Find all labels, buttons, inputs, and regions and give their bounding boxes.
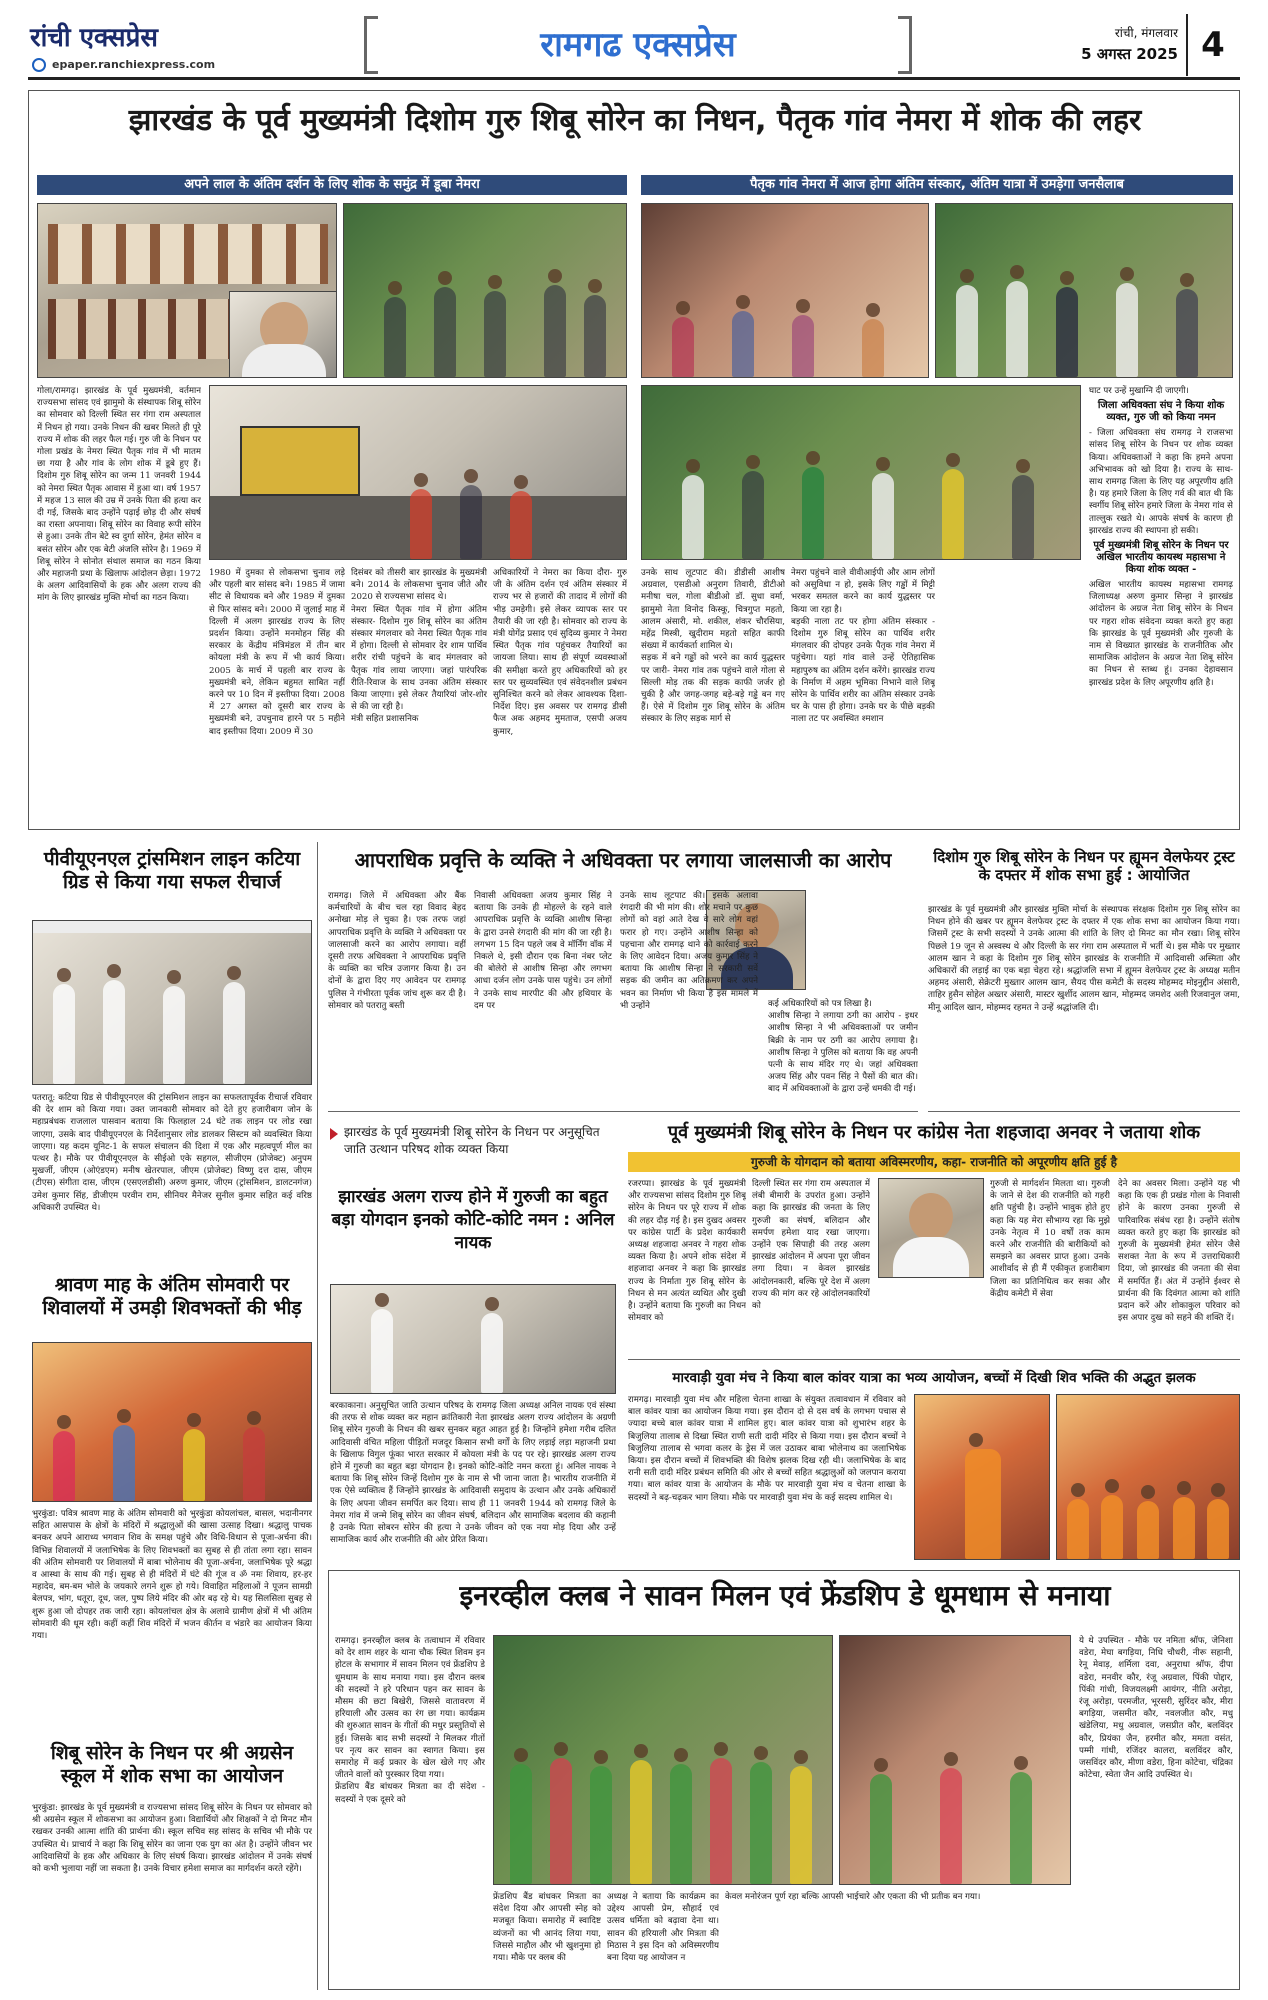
- photo-kanwar-child: [914, 1394, 1050, 1560]
- congress-col-3: गुरुजी से मार्गदर्शन मिलता था। गुरुजी के जाने से देश की राजनीति को गहरी क्षति पहुंची है। उन्होंने भावुक होते हुए कहा कि यह मेरा सौभाग्य रहा कि मुझे उनके नेतृत्व में 10 वर्षों तक काम करने और राजनीति की बारीकियों को समझने का अवसर प्राप्त हुआ। उनके आशीर्वाद से ही मैं एकीकृत हजारीबाग जिला का प्रतिनिधित्व कर सका और केंद्रीय कमेटी में सेवा: [990, 1179, 1110, 1299]
- agrasen-headline: शिबू सोरेन के निधन पर श्री अग्रसेन स्कूल में शोक सभा का आयोजन: [50, 1742, 294, 1787]
- globe-icon: [32, 58, 46, 72]
- anil-story: [328, 1120, 618, 1560]
- photo-shiv-devotees: [32, 1342, 312, 1502]
- place-day: रांची, मंगलवार: [1114, 26, 1178, 40]
- photo-kanwar-procession: [1056, 1394, 1240, 1560]
- lead-story: [28, 90, 1240, 830]
- advocate-col-3: उनके साथ लूटपाट की। इसके अलावा रंगदारी की भी मांग की। शोर मचाने पर कुछ लोगों को वहां आते देख वे सारे लोग वहां फरार हो गए। उन्होंने आशीष सिन्हा को पहचाना और रामगढ़ थाने को कार्रवाई करने के लिए आवेदन दिया। अजय कुमार सिंह ने बताया कि आशीष सिन्हा ने सरकारी सर्वे सड़क की जमीन का अतिक्रमण कर अपने भवन का निर्माण भी किया है इस मामले में भी उन्होंने: [620, 891, 758, 1011]
- shravan-headline: श्रावण माह के अंतिम सोमवारी पर शिवालयों में उमड़ी शिवभक्तों की भीड़: [42, 1274, 302, 1319]
- lead-col7-subhead-1: जिला अधिवक्ता संघ ने किया शोक व्यक्त, गुरु जी को किया नमन: [1097, 400, 1225, 424]
- photo-nemra-walkthrough: [641, 385, 1081, 560]
- edition-title: रामगढ एक्सप्रेस: [540, 25, 736, 65]
- lead-col7-text-b: - जिला अधिवक्ता संघ रामगढ़ ने राजसभा सांसद शिबू सोरेन के निधन पर शोक व्यक्त किया। अधिवक्ताओं ने कहा कि हमने अपना अभिभावक को खो दिया है। राज्य के साथ-साथ रामगढ़ जिला के लिए यह अपूरणीय क्षति है। यह हमारे जिला के लिए गर्व की बात थी कि स्वर्गीय शिबू सोरेन हमारे जिला के नेमरा गांव से ताल्लुक रखते थे। आपके संघर्ष के कारण ही झारखंड राज्य की स्थापना हो सकी।: [1089, 428, 1233, 536]
- lead-column-4: अधिकारियों ने नेमरा का किया दौरा- गुरु जी के अंतिम दर्शन एवं अंतिम संस्कार में राज्य भर से हजारों की तादाद में लोगों की भीड़ उमड़ेगी। इसे लेकर व्यापक स्तर पर तैयारी की जा रही है। सोमवार को राज्य के मंत्री योगेंद्र प्रसाद एवं सुदिव्य कुमार ने नेमरा स्थित पैतृक गांव पहुंचकर तैयारियों का जायजा लिया। साथ ही संपूर्ण व्यवस्थाओं की समीक्षा करते हुए अधिकारियों को हर स्तर पर सुव्यवस्थित एवं संवेदनशील प्रबंधन सुनिश्चित करने को लेकर आवश्यक दिशा-निर्देश दिए। इस अवसर पर रामगढ़ डीसी फैज अक अहमद मुमताज, एसपी अजय कुमार,: [493, 568, 627, 737]
- lead-column-3: दिसंबर को तीसरी बार झारखंड के मुख्यमंत्री बने। 2014 के लोकसभा चुनाव जीते और 2020 से राज्यसभा सांसद थे। नेमरा स्थित पैतृक गांव में होगा अंतिम संस्कार- दिशोम गुरु शिबू सोरेन का अंतिम संस्कार मंगलवार को नेमरा स्थित पैतृक गांव में होगा। दिल्ली से सोमवार देर शाम पार्थिव शरीर रांची पहुंचने के बाद मंगलवार को पैतृक गांव लाया जाएगा। जहां पारंपरिक रीति-रिवाज के साथ उनका अंतिम संस्कार किया जाएगा। इसे लेकर तैयारियां जोर-शोर से की जा रही है। मंत्री सहित प्रशासनिक: [351, 568, 487, 725]
- humane-headline: दिशोम गुरु शिबू सोरेन के निधन पर ह्यूमन वेलफेयर ट्रस्ट के दफ्तर में शोक सभा हुई : आयोजित: [933, 848, 1235, 884]
- congress-story: [628, 1120, 1240, 1360]
- lead-headline: झारखंड के पूर्व मुख्यमंत्री दिशोम गुरु शिबू सोरेन का निधन, पैतृक गांव नेमरा में शोक की लहर: [128, 103, 1142, 138]
- kanwar-story: [628, 1368, 1240, 1560]
- congress-col-4: देने का अवसर मिला। उन्होंने यह भी कहा कि एक ही प्रखंड गोला के निवासी होने के कारण उनका गुरुजी से पारिवारिक संबंध रहा है। उन्होंने संतोष व्यक्त करते हुए कहा कि झारखंड को गुरुजी के मुख्यमंत्री हेमंत सोरेन जैसे सशक्त नेता के रूप में उत्तराधिकारी दिया, जो झारखंड की जनता की सेवा में समर्पित हैं। अंत में उन्होंने ईश्वर से प्रार्थना की कि दिवंगत आत्मा को शांति प्रदान करें और शोकाकुल परिवार को इस अपार दुख को सहने की शक्ति दें।: [1118, 1179, 1240, 1324]
- kanwar-body: रामगढ़। मारवाड़ी युवा मंच और महिला चेतना शाखा के संयुक्त तत्वावधान में रविवार को बाल कांवर यात्रा का आयोजन किया गया। इस दौरान दो से दस वर्ष के लगभग पचास से ज्यादा बच्चे बाल कांवर यात्रा में शामिल हुए। बाल कांवर यात्रा को शुभारंभ शहर के बिजुलिया तालाब से दिखा स्थित राणी सती दादी मंदिर से किया गया। इस दौरान बच्चों ने बिजुलिया तालाब से भगवा कलर के ड्रेस में जल उठाकर बाबा भोलेनाथ का जलाभिषेक किया। इस दौरान बच्चों में शिवभक्ति की विशेष झलक दिख रही थी। जलाभिषेक के बाद रानी सती दादी मंदिर प्रबंधन समिति की ओर से बच्चों सहित श्रद्धालुओं को जलपान कराया गया। बाल कांवर यात्रा के आयोजन के मौके पर मारवाड़ी युवा मंच व चेतना शाखा के सदस्यों ने बढ़-चढ़कर भाग लिया। मौके पर मारवाड़ी युवा मंच के कई सदस्य शामिल थे।: [628, 1395, 906, 1503]
- congress-band: गुरुजी के योगदान को बताया अविस्मरणीय, कहा- राजनीति को अपूरणीय क्षति हुई है: [628, 1152, 1240, 1172]
- masthead: [28, 14, 1240, 80]
- innerwheel-col-1: रामगढ़। इनरव्हील क्लब के तत्वाधान में रविवार को देर शाम शहर के थाना चौक स्थित शिवम इन होटल के सभागार में सावन मिलन एवं फ्रेंडशिप डे धूमधाम के साथ मनाया गया। इस दौरान क्लब की सदस्यों ने हरे परिधान पहन कर सावन के मौसम की छटा बिखेरी, जिससे वातावरण में हरियाली और उत्सव का रंग छा गया। कार्यक्रम की शुरुआत सावन के गीतों की मधुर प्रस्तुतियों से हुई। जिसके बाद सभी सदस्यों ने मिलकर गीतों पर नृत्य कर सावन का स्वागत किया। इस समारोह में कई प्रकार के खेल खेले गए और जीतने वालों को पुरस्कार दिया गया। फ्रेंडशिप बैंड बांधकर मित्रता का दी संदेश - सदस्यों ने एक दूसरे को: [335, 1636, 485, 1805]
- congress-col-1: रजरप्पा। झारखंड के पूर्व मुख्यमंत्री और राज्यसभा सांसद दिशोम गुरु शिबू सोरेन के निधन पर पूरे राज्य में शोक की लहर दौड़ गई है। इस दुखद अवसर पर कांग्रेस पार्टी के प्रदेश कार्यकारी अध्यक्ष शहजादा अनवर ने गहरा शोक व्यक्त किया है। अपने शोक संदेश में शहजादा अनवर ने कहा कि झारखंड राज्य के निर्माता गुरु शिबू सोरेन के निधन से मन अत्यंत व्यथित और दुखी है। उन्होंने बताया कि गुरुजी का निधन सोमवार को: [628, 1179, 746, 1324]
- brand-logo: रांची एक्सप्रेस: [30, 23, 159, 53]
- advocate-col-2: निवासी अधिवक्ता अजय कुमार सिंह ने बताया कि उनके ही मोहल्ले के रहने वाले आपराधिक प्रवृत्ति के व्यक्ति आशीष सिन्हा के द्वारा उनसे रंगदारी की मांग की जा रही है। लगभग 15 दिन पहले जब वे मॉर्निंग वॉक में निकले थे, इसी दौरान एक बिना नंबर प्लेट की बोलेरो से आशीष सिन्हा और लगभग आधा दर्जन लोग उनके पास पहुंचे। उन लोगों ने उनके साथ मारपीट की और हथियार के दम पर: [474, 891, 612, 1011]
- lead-band-left: अपने लाल के अंतिम दर्शन के लिए शोक के समुंद्र में डूबा नेमरा: [37, 175, 627, 195]
- triangle-bullet-icon: [330, 1128, 338, 1140]
- edition-bracket-right: [898, 16, 912, 74]
- photo-mourning-women: [641, 203, 929, 378]
- advocate-story: [328, 842, 918, 1112]
- lead-column-7: [1089, 385, 1233, 825]
- innerwheel-col-3: अध्यक्ष ने बताया कि कार्यक्रम का उद्देश्य आपसी प्रेम, सौहार्द एवं उत्सव धर्मिता को बढ़ावा देना था। सावन की हरियाली और मित्रता की मिठास ने इस दिन को अविस्मरणीय बना दिया यह आयोजन न: [607, 1892, 719, 1964]
- photo-innerwheel-group: [493, 1635, 833, 1885]
- lead-column-2: 1980 में दुमका से लोकसभा चुनाव लड़े और पहली बार सांसद बने। 1985 में जामा सीट से विधायक बने और 1989 में दुमका से फिर सांसद बने। 2000 में जुलाई माह में दिल्ली में अलग झारखंड राज्य के लिए प्रदर्शन किया। उन्होंने मनमोहन सिंह की सरकार के केंद्रीय मंत्रिमंडल में तीन बार कोयला मंत्री के रूप में भी कार्य किया। 2005 के मार्च में पहली बार राज्य के मुख्यमंत्री बने, लेकिन बहुमत साबित नहीं करने पर 10 दिन में इस्तीफा दिया। 2008 में 27 अगस्त को दूसरी बार राज्य के मुख्यमंत्री बने, उपचुनाव हारने पर 5 महीने बाद इस्तीफा दिया। 2009 में 30: [209, 568, 345, 737]
- innerwheel-headline: इनरव्हील क्लब ने सावन मिलन एवं फ्रेंडशिप डे धूमधाम से मनाया: [459, 1579, 1111, 1612]
- edition-bracket-left: [364, 16, 378, 74]
- humane-body: झारखंड के पूर्व मुख्यमंत्री और झारखंड मुक्ति मोर्चा के संस्थापक संरक्षक दिशोम गुरु शिबू सोरेन का निधन होने की खबर पर ह्यूमन वेलफेयर ट्रस्ट के दफ्तर में एक शोक सभा का आयोजन किया गया। जिसमें ट्रस्ट के सभी सदस्यों ने उनके आत्मा की शांति के लिए दो मिनट का मौन रखा। शिबू सोरेन पिछले 19 जून से अस्वस्थ थे और दिल्ली के सर गंगा राम अस्पताल में भर्ती थे। इस मौके पर मुख्तार आलम खान ने कहा के दिशोम गुरु शिबू सोरेन झारखंड के राजनीति में आदिवासी अस्मिता और अधिकारों की लड़ाई का एक बड़ा चेहरा रहे। श्रद्धांजलि सभा में ह्यूमन वेलफेयर ट्रस्ट के अध्यक्ष मतीन अहमद अंसारी, सेक्रेटरी मुख्तार आलम खान, सैयद पीस कमेटी के सदस्य मोहम्मद मोइनुद्दीन अंसारी, ताहिर हुसैन सोहेल अख्तर अंसारी, मास्टर खुर्शीद आलम खान, मोहम्मद जमशेद अली रिजवानुल जमा, मीनू आदिल खान, मोहम्मद रहमत ने उन्हें श्रद्धांजलि दी।: [928, 905, 1240, 1013]
- advocate-col-1: रामगढ़। जिले में अधिवक्ता और बैंक कर्मचारियों के बीच चल रहा विवाद बेहद अनोखा मोड़ ले चुका है। एक तरफ जहां आपराधिक प्रवृत्ति के व्यक्ति ने अधिवक्ता पर जालसाजी करने का आरोप लगाया। वहीं दूसरी तरफ अधिवक्ता ने आपराधिक प्रवृत्ति के व्यक्ति का चरित्र उजागर किया है। उन दोनों के द्वारा दिए गए आवेदन पर रामगढ़ पुलिस ने गंभीरता पूर्वक जांच शुरू कर दी है। सोमवार को पतरातु बस्ती: [328, 891, 466, 1011]
- innerwheel-col-2: फ्रेंडशिप बैंड बांधकर मित्रता का संदेश दिया और आपसी स्नेह को मजबूत किया। समारोह में स्वादिष्ट व्यंजनों का भी आनंद लिया गया, जिससे माहौल और भी खुशनुमा हो गया। मौके पर क्लब की: [493, 1892, 601, 1964]
- lead-col7-subhead-2: पूर्व मुख्यमंत्री शिबू सोरेन के निधन पर अखिल भारतीय कायस्थ महासभा ने किया शोक व्यक्त -: [1093, 540, 1229, 576]
- photo-shahzada-anwar: [878, 1178, 984, 1278]
- innerwheel-story: [328, 1570, 1240, 1990]
- shravan-body: भुरकुंडा: पवित्र श्रावण माह के अंतिम सोमवारी को भुरकुंडा कोयलांचल, बासल, भदानीनगर सहित आसपास के क्षेत्रों के मंदिरों में श्रद्धालुओं की खासा उत्साह दिखा। श्रद्धालु पाचक बनकर अपने आराध्य भगवान शिव के समक्ष पहुंचे और विधि-विधान से पूजा-अर्चना की। विभिन्न शिवालयों में जलाभिषेक के लिए शिवभक्तों का सुबह से ही तांता लगा रहा। सावन की अंतिम सोमवारी पर शिवालयों में बाबा भोलेनाथ की पूजा-अर्चना, जलाभिषेक पूरे श्रद्धा व आस्था के साथ की गई। सुबह से ही मंदिरों में घंटे की गूंज व ॐ नमः शिवाय, हर-हर महादेव, बम-बम भोले के जयकारे लगने शुरू हो गये। विवाहित महिलाओं ने पूजन सामग्री बेलपत्र, भांग, धतूरा, दूध, जल, पुष्प लिये मंदिर की ओर बढ़ रहे थे। यह सिलसिला सुबह से शुरू हुआ जो दोपहर तक जारी रहा। कोयलांचल क्षेत्र के अलावे ग्रामीण क्षेत्रों में भी अंतिम सोमवारी की धूम रही। कहीं कहीं शिव मंदिरों में भजन कीर्तन व भंडारे का आयोजन किया गया।: [32, 1509, 312, 1642]
- kanwar-headline: मारवाड़ी युवा मंच ने किया बाल कांवर यात्रा का भव्य आयोजन, बच्चों में दिखी शिव भक्ति की अद्भुत झलक: [672, 1370, 1196, 1386]
- lead-band-right: पैतृक गांव नेमरा में आज होगा अंतिम संस्कार, अंतिम यात्रा में उमड़ेगा जनसैलाब: [641, 175, 1233, 195]
- photo-villagers-gathering: [343, 203, 627, 378]
- page-number: 4: [1186, 14, 1238, 76]
- lead-column-1: गोला/रामगढ़। झारखंड के पूर्व मुख्यमंत्री, वर्तमान राज्यसभा सांसद एवं झामुमो के संस्थापक शिबू सोरेन का सोमवार को दिल्ली स्थित सर गंगा राम अस्पताल में निधन हो गया। उनके निधन की खबर मिलते ही पूरे राज्य में शोक की लहर फैल गई। गुरु जी के निधन पर गोला प्रखंड के नेमरा स्थित पैतृक गांव में भी मातम छा गया है और गांव के लोग शोक में डूबे हुए हैं। दिशोम गुरु शिबू सोरेन का जन्म 11 जनवरी 1944 को नेमरा स्थित पैतृक आवास में हुआ था। वर्ष 1957 में महज 13 साल की उम्र में उनके पिता की हत्या कर दी गई, जिसके बाद उन्होंने पढ़ाई छोड़ दी और संघर्ष का रास्ता अपनाया। शिबू सोरेन का विवाह रूपी सोरेन से हुआ। उनके तीन बेटे स्व दुर्गा सोरेन, हेमंत सोरेन व बसंत सोरेन और एक बेटी अंजलि सोरेन है। 1969 में शिबू सोरेन ने सोनोत संथाल समाज का गठन किया और महाजनी प्रथा के खिलाफ आंदोलन छेड़ा। 1972 के अलग आदिवासियों के हक और अलग राज्य की मांग के लिए झारखंड मुक्ति मोर्चा का गठन किया।: [37, 386, 201, 604]
- congress-headline: पूर्व मुख्यमंत्री शिबू सोरेन के निधन पर कांग्रेस नेता शहजादा अनवर ने जताया शोक: [667, 1122, 1201, 1143]
- innerwheel-col-5: ये थे उपस्थित - मौके पर नमिता श्रॉफ, जेनिशा वडेरा, मेघा बगड़िया, निधि चौधरी, नीरू सहानी, रेनू मेवाड़, शर्मिला दवा, अनुराधा श्रॉफ, दीपा वडेरा, मनवीर कौर, रंजू अग्रवाल, पिंकी पोद्दार, पिंकी गांधी, विजयलक्ष्मी आयंगर, नीति अरोड़ा, रंजू अरोड़ा, परमजीत, भूरसरी, सुरिंदर कौर, मीरा बगड़िया, जसमीत कौर, नवलजीत कौर, मधु खंडेलिया, मधु अग्रवाल, जसप्रीत कौर, बलविंदर कौर, प्रियंका जैन, हरमीत कौर, ममता वसंत, पम्मी गांधी, रजिंदर कालरा, बलविंदर कौर, जसविंदर कौर, मीणा वडेरा, हिना कोटेचा, चंद्रिका कोटेचा, स्वेता जैन आदि उपस्थित थे।: [1079, 1636, 1233, 1781]
- anil-body: बरकाकाना। अनुसूचित जाति उत्थान परिषद के रामगढ़ जिला अध्यक्ष अनिल नायक एवं संस्था की तरफ से शोक व्यक्त कर महान क्रांतिकारी नेता झारखंड अलग राज्य आंदोलन के अग्रणी शिबू सोरेन गुरुजी के निधन की खबर सुनकर बहुत आहत हुई है। जिन्होंने हमेशा गरीब दलित आदिवासी वंचित महिला पीड़ितों मजदूर किसान सभी वर्गों के लिए लड़ाई लड़ा महाजनी प्रथा के खिलाफ विगुल फूंका भारत सरकार में कोयला मंत्री के पद पर रहे। झारखंड अलग राज्य होने में गुरुजी का बहुत बड़ा योगदान है। इनको कोटि-कोटि नमन करता हूं। अनिल नायक ने बताया कि शिबू सोरेन जिन्हें दिशोम गुरु के नाम से भी जाना जाता है। भारतीय राजनीति में एक ऐसे व्यक्तित्व हैं जिन्होंने झारखंड के आदिवासी समुदाय के उत्थान और उनके अधिकारों के लिए अपना जीवन समर्पित कर दिया। साथ ही 11 जनवरी 1944 को रामगढ़ जिले के नेमरा गांव में जन्मे शिबू सोरेन का जीवन संघर्ष, बलिदान और सामाजिक बदलाव की कहानी है उनके पिता सोबरन सोरेन की हत्या ने उनके जीवन को एक नया मोड़ दिया और उन्हें सामाजिक कार्य और राजनीति की ओर प्रेरित किया।: [330, 1401, 616, 1546]
- left-rail: [28, 842, 318, 1990]
- photo-road-repair: [209, 385, 627, 560]
- photo-innerwheel-dance: [839, 1635, 1071, 1885]
- epaper-url[interactable]: epaper.ranchiexpress.com: [52, 58, 216, 71]
- photo-shibu-soren-portrait: [229, 291, 337, 378]
- lead-column-5: उनके साथ लूटपाट की। डीडीसी आशीष अग्रवाल, एसडीओ अनुराग तिवारी, डीटीओ मनीषा चल, गोला बीडीओ डॉ. सुधा वर्मा, झामुमो नेता विनोद किस्कू, चित्रगुप्त महतो, आलम अंसारी, मो. शकील, शंकर चौरसिया, महेंद्र मिस्त्री, खुदीराम महतो सहित काफी संख्या में कार्यकर्ता शामिल थे। सड़क में बने गड्ढों को भरने का कार्य युद्धस्तर पर जारी- नेमरा गांव तक पहुंचने वाले गोला से सिल्ली मोड़ तक की सड़क काफी जर्जर हो चुकी है और जगह-जगह बड़े-बड़े गड्ढे बन गए हैं। ऐसे में दिशोम गुरु शिबू सोरेन के अंतिम संस्कार के लिए सड़क मार्ग से: [641, 568, 785, 725]
- photo-officials-inspection: [935, 203, 1233, 378]
- advocate-col-4: कई अधिकारियों को पत्र लिखा है। आशीष सिन्हा ने लगाया ठगी का आरोप - इधर आशीष सिन्हा ने भी अधिवक्ताओं पर जमीन बिक्री के नाम पर ठगी का आरोप लगाया है। आशीष सिन्हा ने पुलिस को बताया कि वह अपनी पत्नी के साथ मंदिर गए थे। जहां अधिवक्ता अजय सिंह और पवन सिंह ने पैसों की बात की। बाद में अधिवक्ताओं के द्वारा उन्हें धमकी दी गई।: [768, 999, 918, 1095]
- agrasen-body: भुरकुंडा: झारखंड के पूर्व मुख्यमंत्री व राज्यसभा सांसद शिबू सोरेन के निधन पर सोमवार को श्री अग्रसेन स्कूल में शोकसभा का आयोजन हुआ। विद्यार्थियों और शिक्षकों ने दो मिनट मौन रखकर उनकी आत्मा शांति की प्रार्थना की। स्कूल सचिव सह सांसद के सचिव भी मौके पर उपस्थित थे। प्राचार्य ने कहा कि शिबू सोरेन का जाना एक युग का अंत है। उन्होंने जीवन भर आदिवासियों के हक और अधिकार के लिए संघर्ष किया। झारखंड आंदोलन में उनके संघर्ष को कभी भुलाया नहीं जा सकता है। उनके विचार हमेशा समाज का मार्गदर्शन करते रहेंगे।: [32, 1803, 312, 1875]
- pgcil-headline: पीवीयूएनएल ट्रांसमिशन लाइन कटिया ग्रिड से किया गया सफल रीचार्ज: [43, 848, 301, 893]
- lead-col7-text-c: अखिल भारतीय कायस्थ महासभा रामगढ़ जिलाध्यक्ष अरुण कुमार सिन्हा ने झारखंड आंदोलन के अग्रज नेता शिबू सोरेन के निधन पर गहरा शोक संवेदना व्यक्त करते हुए कहा कि झारखंड के पूर्व मुख्यमंत्री और गुरुजी के नाम से विख्यात झारखंड के राजनीतिक और सामाजिक आंदोलन के अग्रज नेता शिबू सोरेन का निधन से स्तब्ध हूं। उनका देहावसान झारखंड प्रदेश के लिए अपूरणीय क्षति है।: [1089, 580, 1233, 688]
- photo-anil-nayak: [330, 1284, 616, 1394]
- lead-col7-text-a: घाट पर उन्हें मुखाग्नि दी जाएगी।: [1089, 386, 1189, 396]
- anil-kicker: झारखंड के पूर्व मुख्यमंत्री शिबू सोरेन के निधन पर अनुसूचित जाति उत्थान परिषद शोक व्यक्त किया: [344, 1125, 600, 1156]
- pgcil-body: पतरातू: कटिया ग्रिड से पीवीयूएनएल की ट्रांसमिशन लाइन का सफलतापूर्वक रीचार्ज रविवार की देर शाम को किया गया। उक्त जानकारी सोमवार को देते हुए हजारीबाग जोन के महाप्रबंधक राजलाल पासवान बताया कि फिलहाल 24 घंटे तक लाइन पर लोड रखा जाएगा, उसके बाद पीवीयूएनएल के निर्देशानुसार लोड डालकर सिस्टम को व्यवस्थित किया जाएगा। यह कदम यूनिट-1 के सफल संचालन की दिशा में एक और महत्वपूर्ण मील का पत्थर है। मौके पर पीवीयूएनएल के सीईओ एके सहगल, सीजीएम (प्रोजेक्ट) अनुपम मुखर्जी, जीएम (ओएंडएम) मनीष खेतरपाल, जीएम (प्रोजेक्ट) विष्णु दत्त दास, जीएम (टीएस) संगीता दास, जीएम (एसएलडीसी) अरुण कुमार, जीएम (ट्रांसमिशन, डालटनगंज) उमेश कुमार सिंह, डीजीएम परवीन राम, सीनियर मैनेजर सुनील कुमार सहित कई वरिष्ठ अधिकारी उपस्थित थे।: [32, 1093, 312, 1213]
- innerwheel-col-4: केवल मनोरंजन पूर्ण रहा बल्कि आपसी भाईचारे और एकता की भी प्रतीक बन गया।: [725, 1892, 981, 1902]
- issue-date: 5 अगस्त 2025: [1081, 45, 1178, 63]
- congress-col-2: दिल्ली स्थित सर गंगा राम अस्पताल में लंबी बीमारी के उपरांत हुआ। उन्होंने कहा कि झारखंड की जनता के लिए गुरुजी का संघर्ष, बलिदान और समर्पण हमेशा याद रखा जाएगा। उन्होंने एक सिपाही की तरह अलग झारखंड आंदोलन में अपना पूरा जीवन लगा दिया। न केवल झारखंड आंदोलनकारी, बल्कि पूरे देश में अलग राज्य की मांग कर रहे आंदोलनकारियों को: [752, 1179, 870, 1312]
- advocate-headline: आपराधिक प्रवृत्ति के व्यक्ति ने अधिवक्ता पर लगाया जालसाजी का आरोप: [354, 848, 892, 872]
- humane-trust-story: [928, 842, 1240, 1112]
- anil-headline: झारखंड अलग राज्य होने में गुरुजी का बहुत बड़ा योगदान इनको कोटि-कोटि नमन : अनिल नायक: [331, 1187, 615, 1253]
- lead-column-6: नेमरा पहुंचने वाले वीवीआईपी और आम लोगों को असुविधा न हो, इसके लिए गड्ढों में मिट्टी भरकर समतल करने का कार्य युद्धस्तर पर किया जा रहा है। बड़की नाला तट पर होगा अंतिम संस्कार - दिशोम गुरु शिबू सोरेन का पार्थिव शरीर मंगलवार की दोपहर उनके पैतृक गांव नेमरा में पहुंचेगा। यहां गांव वाले उन्हें ऐतिहासिक महापुरुष का अंतिम दर्शन करेंगे। झारखंड राज्य के निर्माण में अहम भूमिका निभाने वाले शिबू सोरेन के पार्थिव शरीर का अंतिम संस्कार उनके घर के पास ही होगा। उनके घर के पीछे बड़की नाला तट पर अवस्थित श्मशान: [791, 568, 935, 725]
- photo-control-room: [32, 920, 312, 1085]
